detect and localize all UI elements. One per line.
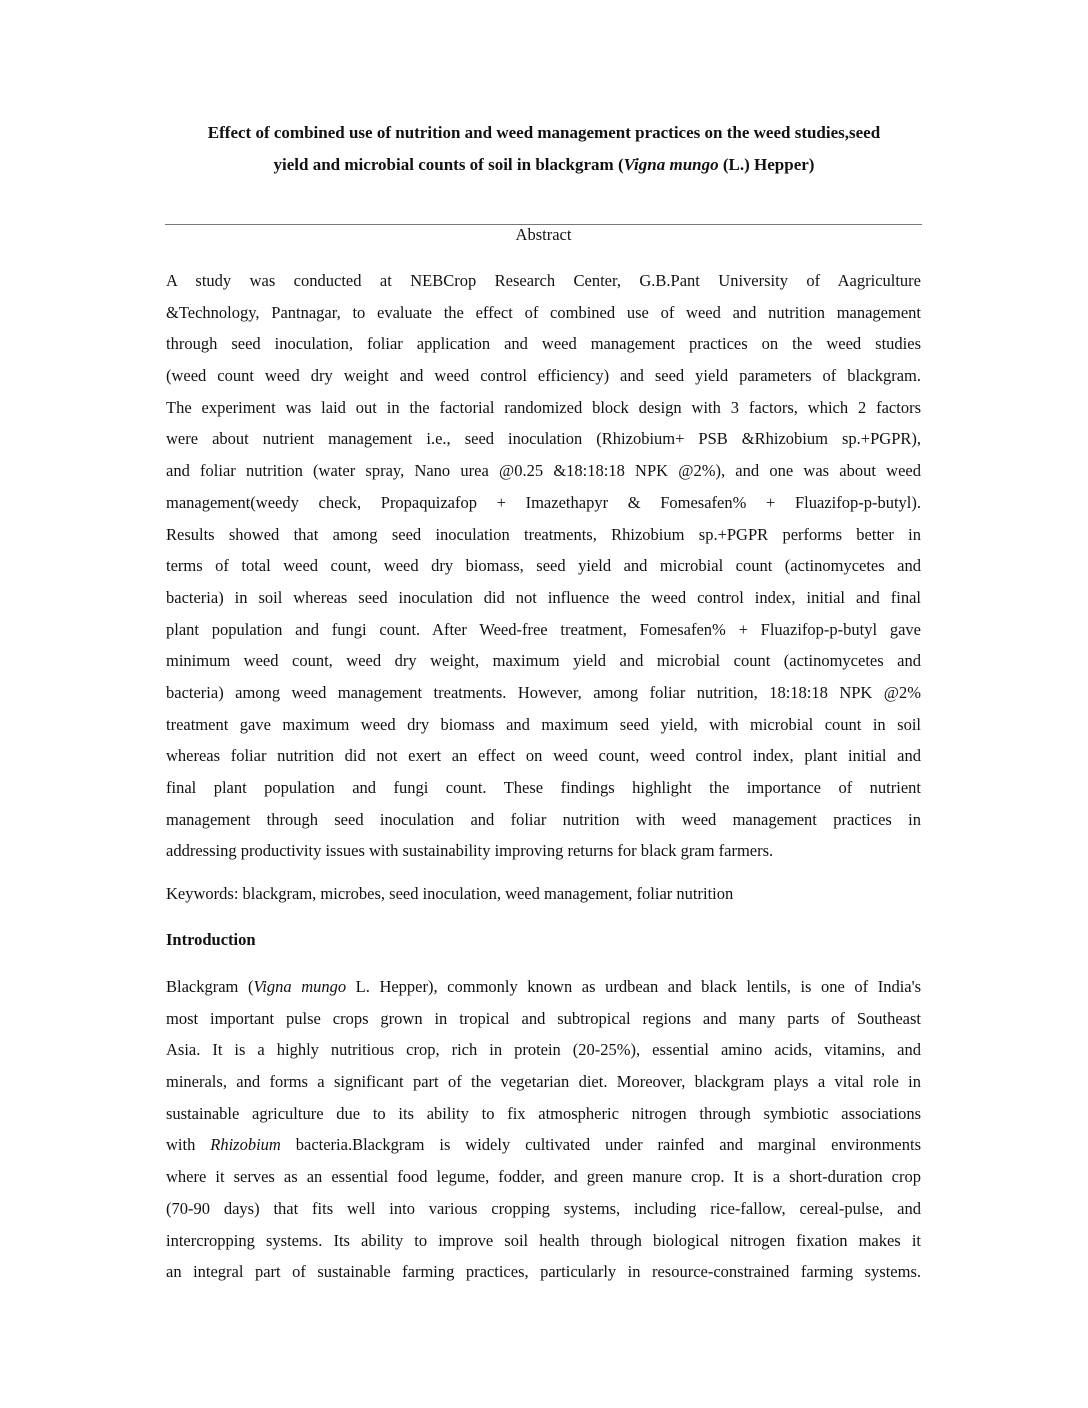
abstract-line: A study was conducted at NEBCrop Research Center, G.B.Pant University of Aagriculture <box>166 271 921 290</box>
italic-term: Vigna mungo <box>253 977 347 996</box>
paper-title-line-2 <box>120 149 968 181</box>
paper-title-line-1: Effect of combined use of nutrition and weed management practices on the weed studies,seed <box>207 123 881 142</box>
introduction-heading: Introduction <box>166 930 256 949</box>
line-text: most important pulse crops grown in tropical and subtropical regions and many parts of Southeast <box>166 1008 921 1028</box>
abstract-body <box>166 265 921 867</box>
abstract-line: whereas foliar nutrition did not exert an effect on weed count, weed control index, plant initial and <box>166 746 921 766</box>
line-text: Asia. It is a highly nutritious crop, rich in protein (20-25%), essential amino acids, vitamins, and <box>166 1040 921 1060</box>
introduction-line <box>166 1066 921 1098</box>
line-text: minerals, and forms a significant part of the vegetarian diet. Moreover, blackgram plays a vital role in <box>166 1072 921 1092</box>
line-text: with <box>166 1135 211 1155</box>
abstract-line: Results showed that among seed inoculation treatments, Rhizobium sp.+PGPR performs better in <box>166 524 921 544</box>
introduction-body <box>166 971 921 1288</box>
abstract-line: management through seed inoculation and foliar nutrition with weed management practices in <box>166 809 921 829</box>
keywords: Keywords: blackgram, microbes, seed inoculation, weed management, foliar nutrition <box>166 884 734 903</box>
line-text: L. Hepper), commonly known as urdbean and black lentils, is one of India's <box>346 977 922 996</box>
abstract-line: plant population and fungi count. After Weed-free treatment, Fomesafen% + Fluazifop-p-butyl gave <box>166 619 921 639</box>
introduction-line <box>166 1225 921 1257</box>
introduction-line <box>166 1129 921 1161</box>
title-species-italic: Vigna mungo <box>623 155 719 174</box>
abstract-line: terms of total weed count, weed dry biomass, seed yield and microbial count (actinomycetes and <box>166 556 921 576</box>
line-text: Blackgram ( <box>166 977 254 996</box>
title-text: (L.) Hepper) <box>718 155 815 174</box>
introduction-line <box>166 1098 921 1130</box>
line-text: intercropping systems. Its ability to improve soil health through biological nitrogen fixation makes it <box>166 1230 921 1250</box>
abstract-line: bacteria) among weed management treatments. However, among foliar nutrition, 18:18:18 NPK @2% <box>166 682 921 702</box>
introduction-line <box>166 971 921 1003</box>
line-text: bacteria.Blackgram is widely cultivated under rainfed and marginal environments <box>280 1135 921 1155</box>
italic-term: Rhizobium <box>210 1135 281 1155</box>
introduction-line <box>166 1003 921 1035</box>
line-text: where it serves as an essential food legume, fodder, and green manure crop. It is a short-duration crop <box>166 1167 921 1187</box>
line-text: an integral part of sustainable farming practices, particularly in resource-constrained farming systems. <box>166 1262 921 1282</box>
title-text: yield and microbial counts of soil in blackgram ( <box>273 155 624 174</box>
introduction-line <box>166 1034 921 1066</box>
line-text: sustainable agriculture due to its ability to fix atmospheric nitrogen through symbiotic associations <box>166 1103 921 1123</box>
abstract-line: bacteria) in soil whereas seed inoculation did not influence the weed control index, initial and final <box>166 587 921 607</box>
abstract-heading: Abstract <box>515 225 572 244</box>
abstract-line: The experiment was laid out in the factorial randomized block design with 3 factors, which 2 factors <box>166 397 921 417</box>
abstract-line: treatment gave maximum weed dry biomass and maximum seed yield, with microbial count in soil <box>166 714 921 734</box>
abstract-line: through seed inoculation, foliar application and weed management practices on the weed studies <box>166 334 921 354</box>
introduction-line <box>166 1193 921 1225</box>
abstract-line: minimum weed count, weed dry weight, maximum yield and microbial count (actinomycetes and <box>166 651 921 671</box>
introduction-line <box>166 1161 921 1193</box>
abstract-line: (weed count weed dry weight and weed control efficiency) and seed yield parameters of blackgram. <box>166 366 921 386</box>
abstract-line: addressing productivity issues with sustainability improving returns for black gram farmers. <box>166 841 774 861</box>
abstract-line: management(weedy check, Propaquizafop + Imazethapyr & Fomesafen% + Fluazifop-p-butyl). <box>166 492 921 512</box>
abstract-line: were about nutrient management i.e., seed inoculation (Rhizobium+ PSB &Rhizobium sp.+PGPR), <box>166 429 921 449</box>
abstract-line: and foliar nutrition (water spray, Nano urea @0.25 &18:18:18 NPK @2%), and one was about weed <box>166 461 921 481</box>
abstract-line: &Technology, Pantnagar, to evaluate the effect of combined use of weed and nutrition management <box>166 302 921 322</box>
line-text: (70-90 days) that fits well into various cropping systems, including rice-fallow, cereal-pulse, and <box>166 1198 921 1218</box>
abstract-line: final plant population and fungi count. These findings highlight the importance of nutrient <box>166 778 921 797</box>
introduction-line <box>166 1256 921 1288</box>
